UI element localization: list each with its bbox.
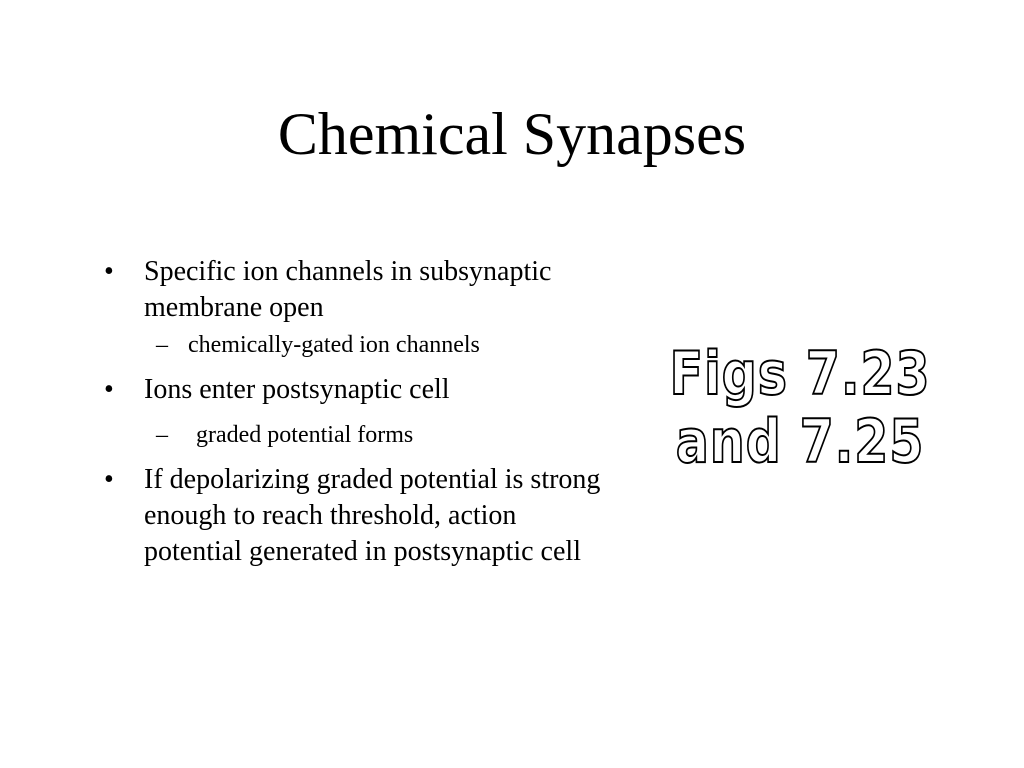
bullet-marker: • [104, 464, 114, 495]
sub-bullet-item [104, 330, 604, 360]
bullet-item [104, 254, 604, 326]
sub-bullet-item [104, 420, 604, 450]
figure-reference-line-2: and 7.25 [675, 407, 925, 477]
bullet-text: If depolarizing graded potential is strong enough to reach threshold, action potential generated in postsynaptic cell [144, 464, 601, 567]
figure-reference-callout [652, 340, 947, 476]
sub-bullet-marker: – [156, 332, 168, 358]
sub-bullet-marker: – [156, 422, 168, 448]
bullet-text: Ions enter postsynaptic cell [144, 374, 450, 405]
figure-reference-line-1: Figs 7.23 [669, 339, 931, 409]
bullet-marker: • [104, 256, 114, 287]
sub-bullet-text: graded potential forms [196, 422, 414, 448]
bullet-item [104, 372, 604, 408]
bullet-text: Specific ion channels in subsynaptic membrane open [144, 256, 552, 323]
slide-title: Chemical Synapses [277, 101, 747, 167]
bullet-marker: • [104, 374, 114, 405]
bullet-item [104, 462, 604, 570]
sub-bullet-text: chemically-gated ion channels [188, 332, 480, 358]
bullet-list [104, 254, 604, 570]
